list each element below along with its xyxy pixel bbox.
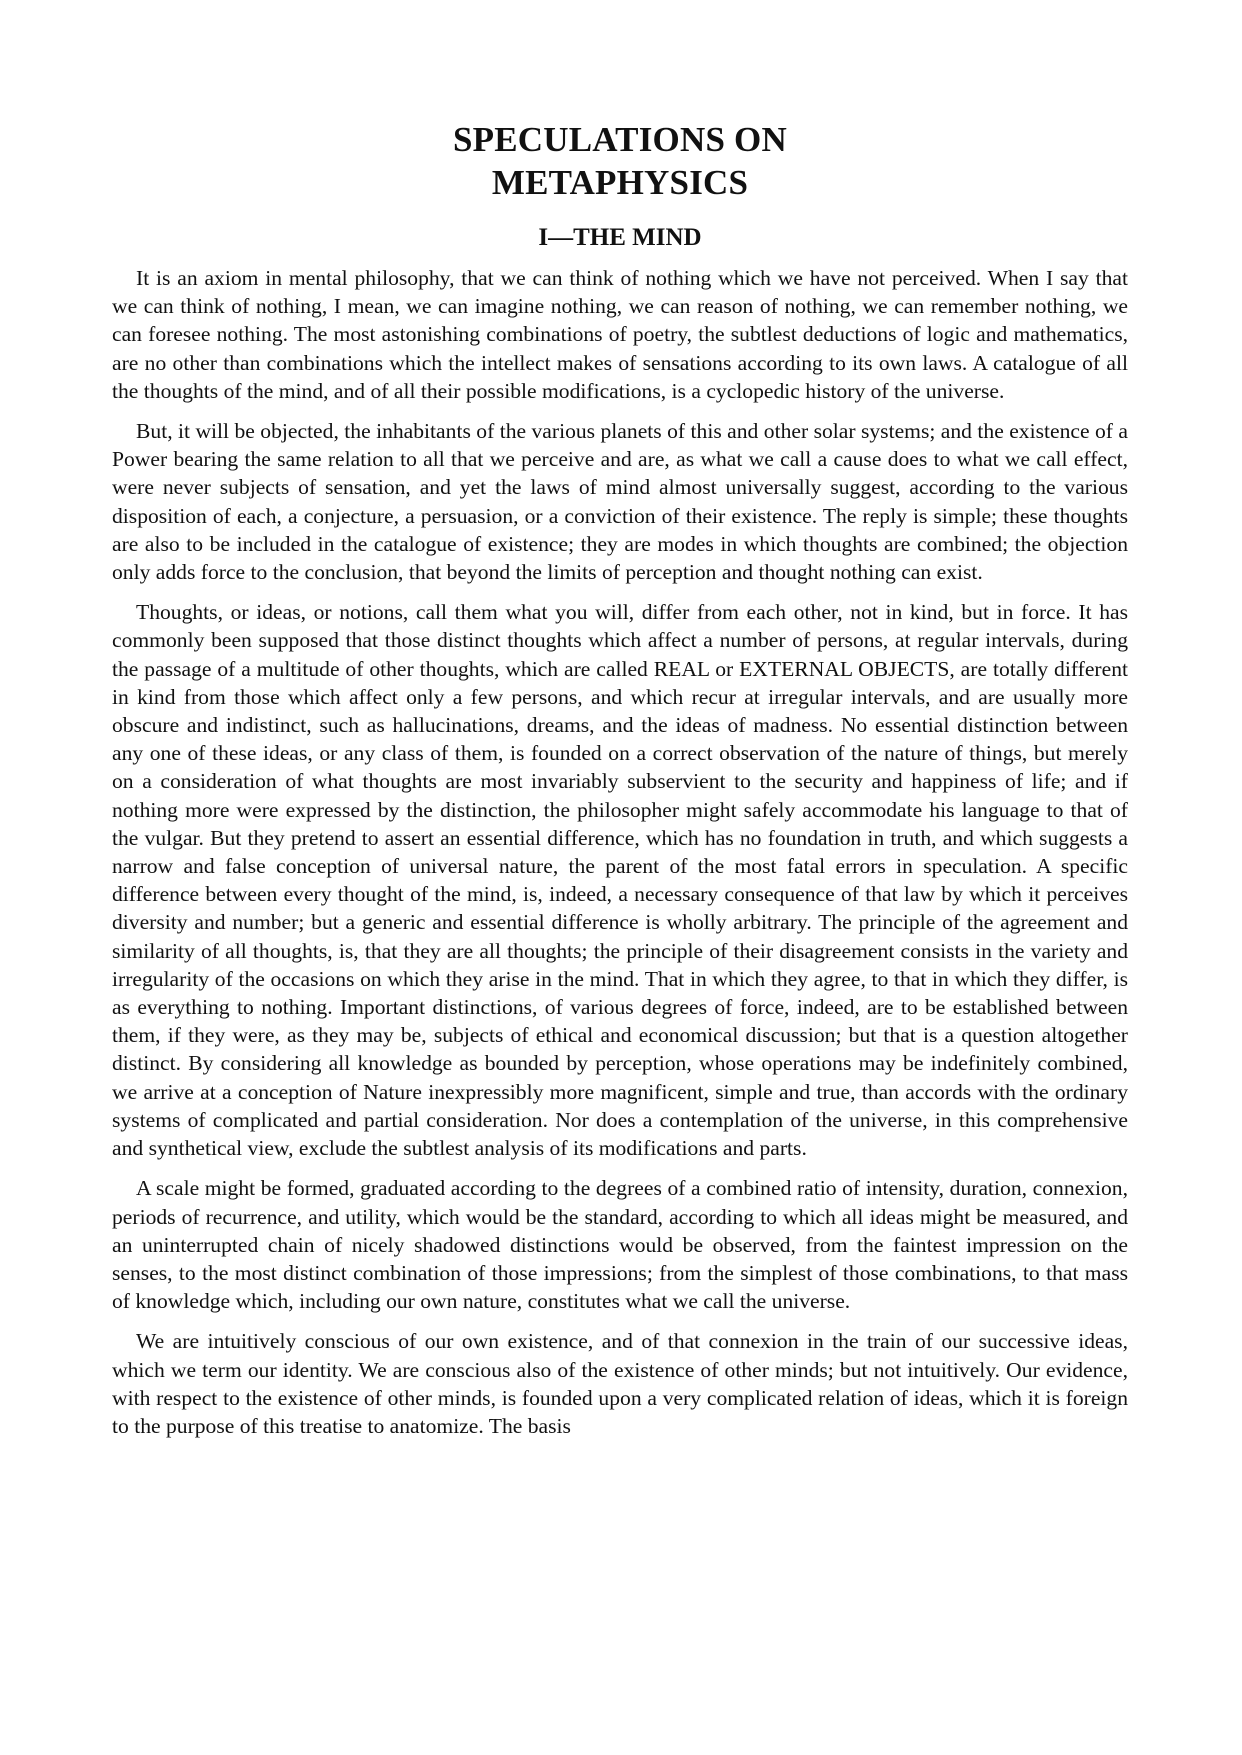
book-title bbox=[112, 118, 1128, 204]
paragraph-1: It is an axiom in mental philosophy, that we can think of nothing which we have not perceived. When I say that we can think of nothing, I mean, we can imagine nothing, we can reason of nothing, we can remember nothing, we can foresee nothing. The most astonishing combinations of poetry, the subtlest deductions of logic and mathematics, are no other than combinations which the intellect makes of sensations according to its own laws. A catalogue of all the thoughts of the mind, and of all their possible modifications, is a cyclopedic history of the universe. bbox=[112, 266, 1128, 403]
book-title-line-1: SPECULATIONS ON bbox=[453, 120, 787, 159]
body-text bbox=[112, 264, 1128, 1440]
document-page bbox=[112, 118, 1128, 1452]
book-title-line-2: METAPHYSICS bbox=[491, 163, 749, 202]
section-heading: I—THE MIND bbox=[538, 224, 702, 251]
paragraph-3: Thoughts, or ideas, or notions, call them what you will, differ from each other, not in kind, but in force. It has commonly been supposed that those distinct thoughts which affect a number of persons, at regular intervals, during the passage of a multitude of other thoughts, which are called REAL or EXTERNAL OBJECTS, are totally different in kind from those which affect only a few persons, and which recur at irregular intervals, and are usually more obscure and indistinct, such as hallucinations, dreams, and the ideas of madness. No essential distinction between any one of these ideas, or any class of them, is founded on a correct observation of the nature of things, but merely on a consideration of what thoughts are most invariably subservient to the security and happiness of life; and if nothing more were expressed by the distinction, the philosopher might safely accommodate his language to that of the vulgar. But they pretend to assert an essential difference, which has no foundation in truth, and which suggests a narrow and false conception of universal nature, the parent of the most fatal errors in speculation. A specific difference between every thought of the mind, is, indeed, a necessary consequence of that law by which it perceives diversity and number; but a generic and essential difference is wholly arbitrary. The principle of the agreement and similarity of all thoughts, is, that they are all thoughts; the principle of their disagreement consists in the variety and irregularity of the occasions on which they arise in the mind. That in which they agree, to that in which they differ, is as everything to nothing. Important distinctions, of various degrees of force, indeed, are to be established between them, if they were, as they may be, subjects of ethical and economical discussion; but that is a question altogether distinct. By considering all knowledge as bounded by perception, whose operations may be indefinitely combined, we arrive at a conception of Nature inexpressibly more magnificent, simple and true, than accords with the ordinary systems of complicated and partial consideration. Nor does a contemplation of the universe, in this comprehensive and synthetical view, exclude the subtlest analysis of its modifications and parts. bbox=[112, 600, 1128, 1161]
paragraph-5: We are intuitively conscious of our own existence, and of that connexion in the train of our successive ideas, which we term our identity. We are conscious also of the existence of other minds; but not intuitively. Our evidence, with respect to the existence of other minds, is founded upon a very complicated relation of ideas, which it is foreign to the purpose of this treatise to anatomize. The basis bbox=[112, 1329, 1128, 1438]
paragraph-4: A scale might be formed, graduated according to the degrees of a combined ratio of intensity, duration, connexion, periods of recurrence, and utility, which would be the standard, according to which all ideas might be measured, and an uninterrupted chain of nicely shadowed distinctions would be observed, from the faintest impression on the senses, to the most distinct combination of those impressions; from the simplest of those combinations, to that mass of knowledge which, including our own nature, constitutes what we call the universe. bbox=[112, 1176, 1128, 1314]
paragraph-2: But, it will be objected, the inhabitants of the various planets of this and other solar systems; and the existence of a Power bearing the same relation to all that we perceive and are, as what we call a cause does to what we call effect, were never subjects of sensation, and yet the laws of mind almost universally suggest, according to the various disposition of each, a conjecture, a persuasion, or a conviction of their existence. The reply is simple; these thoughts are also to be included in the catalogue of existence; they are modes in which thoughts are combined; the objection only adds force to the conclusion, that beyond the limits of perception and thought nothing can exist. bbox=[112, 419, 1128, 585]
